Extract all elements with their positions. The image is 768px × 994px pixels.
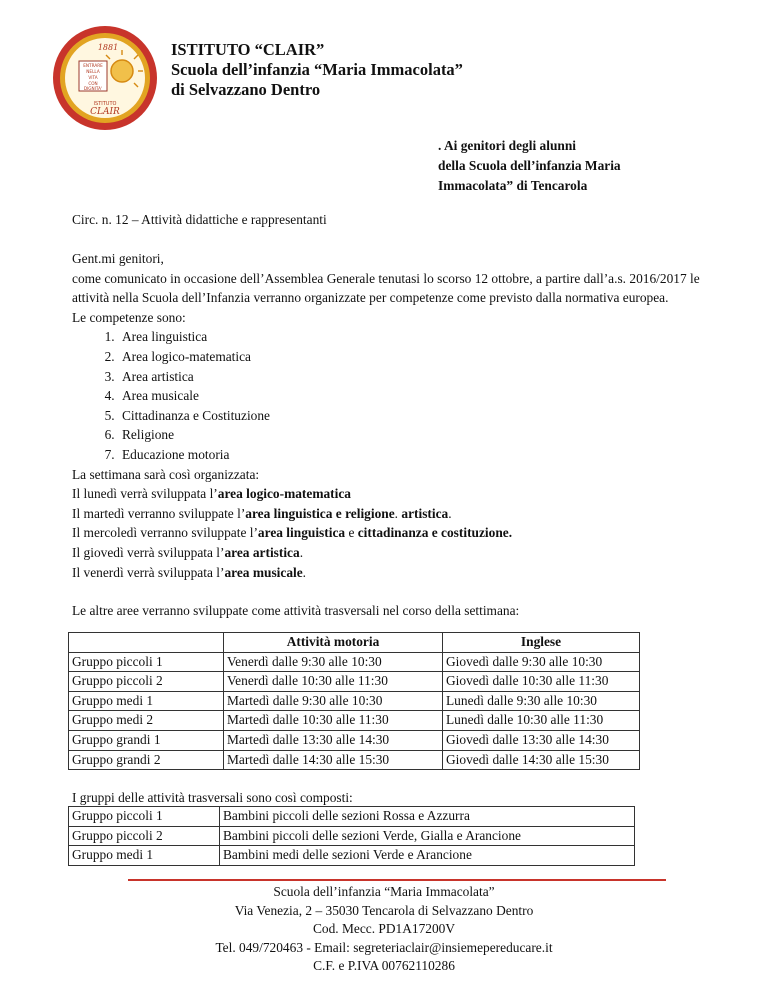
tuesday-area: area linguistica e religione	[245, 505, 395, 521]
footer-address: Via Venezia, 2 – 35030 Tencarola di Selvazzano Dentro	[234, 902, 534, 918]
logo-caption: ISTITUTO	[93, 101, 117, 107]
table-row	[69, 807, 635, 827]
footer-code: Cod. Mecc. PD1A17200V	[312, 921, 456, 937]
header-title: ISTITUTO “CLAIR”	[171, 40, 325, 59]
thursday-end: .	[299, 544, 304, 560]
logo-seal-icon	[52, 25, 158, 131]
list-item: 3. Area artistica	[118, 367, 712, 387]
schedule-table	[68, 632, 640, 770]
table-header-cell	[69, 633, 224, 653]
table-cell: Gruppo medi 1	[69, 846, 220, 866]
logo-motto-line: NELLA	[86, 69, 100, 74]
logo-motto-line: VITA	[88, 75, 98, 80]
table-cell: Lunedì dalle 10:30 alle 11:30	[443, 711, 640, 731]
table-cell: Bambini medi delle sezioni Verde e Arancione	[220, 846, 635, 866]
table-cell: Martedì dalle 13:30 alle 14:30	[224, 730, 443, 750]
table-header-cell: Inglese	[443, 633, 640, 653]
circular-title: Circ. n. 12 – Attività didattiche e rappresentanti	[72, 212, 327, 227]
table-cell: Gruppo medi 1	[69, 691, 224, 711]
table-cell: Venerdì dalle 9:30 alle 10:30	[224, 652, 443, 672]
logo-motto-line: ENTRARE	[83, 63, 103, 68]
monday-text: Il lunedì verrà sviluppata l’	[72, 486, 218, 502]
table-cell: Giovedì dalle 13:30 alle 14:30	[443, 730, 640, 750]
groups-table	[68, 806, 635, 866]
wednesday-text: Il mercoledì verranno sviluppate l’	[72, 525, 258, 541]
thursday-line	[72, 543, 712, 563]
table-row	[69, 846, 635, 866]
table-cell: Venerdì dalle 10:30 alle 11:30	[224, 672, 443, 692]
logo-motto-line: DIGNITA'	[83, 86, 103, 91]
wednesday-area: area linguistica	[257, 525, 346, 541]
table-row	[69, 711, 640, 731]
thursday-area: area artistica	[224, 544, 300, 560]
table-cell: Bambini piccoli delle sezioni Verde, Gialla e Arancione	[220, 826, 635, 846]
table-cell: Giovedì dalle 10:30 alle 11:30	[443, 672, 640, 692]
table-cell: Giovedì dalle 9:30 alle 10:30	[443, 652, 640, 672]
table-cell: Gruppo piccoli 1	[69, 652, 224, 672]
table-cell: Martedì dalle 14:30 alle 15:30	[224, 750, 443, 770]
table-header-cell: Attività motoria	[224, 633, 443, 653]
wednesday-area-extra: cittadinanza e costituzione.	[357, 525, 513, 541]
friday-text: Il venerdì verrà sviluppata l’	[72, 564, 225, 580]
table-cell: Gruppo piccoli 2	[69, 672, 224, 692]
competences-list	[72, 327, 712, 464]
wednesday-line	[72, 523, 712, 543]
table-cell: Martedì dalle 9:30 alle 10:30	[224, 691, 443, 711]
greeting: Gent.mi genitori,	[72, 251, 164, 266]
table-cell: Bambini piccoli delle sezioni Rossa e Azzurra	[220, 807, 635, 827]
thursday-text: Il giovedì verrà sviluppata l’	[72, 544, 225, 560]
week-intro: La settimana sarà così organizzata:	[72, 466, 260, 482]
header-location: di Selvazzano Dentro	[171, 80, 321, 99]
tuesday-line	[72, 504, 712, 524]
school-header	[171, 40, 463, 100]
table-cell: Gruppo piccoli 2	[69, 826, 220, 846]
table-cell: Gruppo piccoli 1	[69, 807, 220, 827]
footer	[0, 883, 768, 976]
friday-line	[72, 563, 712, 583]
table-row	[69, 672, 640, 692]
tuesday-end: .	[448, 505, 452, 521]
recipient-line: . Ai genitori degli alunni	[438, 138, 577, 153]
list-item: 4. Area musicale	[118, 386, 712, 406]
competences-intro: Le competenze sono:	[72, 309, 186, 325]
footer-school-name: Scuola dell’infanzia “Maria Immacolata”	[273, 884, 495, 899]
logo-motto-line: CON	[88, 81, 98, 86]
friday-area: area musicale	[224, 564, 303, 580]
list-item: 1. Area linguistica	[118, 327, 712, 347]
table-cell: Gruppo grandi 2	[69, 750, 224, 770]
tuesday-text: Il martedì verranno sviluppate l’	[72, 505, 246, 521]
table-cell: Lunedì dalle 9:30 alle 10:30	[443, 691, 640, 711]
monday-line	[72, 484, 712, 504]
footer-contact: Tel. 049/720463 - Email: segreteriaclair@insiemepereducare.it	[215, 939, 553, 955]
header-subtitle: Scuola dell’infanzia “Maria Immacolata”	[171, 60, 463, 79]
tuesday-area-extra: artistica	[401, 505, 449, 521]
table-row	[69, 826, 635, 846]
list-item: 6. Religione	[118, 425, 712, 445]
list-item: 5. Cittadinanza e Costituzione	[118, 406, 712, 426]
table-cell: Gruppo medi 2	[69, 711, 224, 731]
transversal-intro: Le altre aree verranno sviluppate come attività trasversali nel corso della settimana:	[72, 603, 520, 619]
table-cell: Martedì dalle 10:30 alle 11:30	[224, 711, 443, 731]
table-row	[69, 730, 640, 750]
table-header-row	[69, 633, 640, 653]
table-row	[69, 691, 640, 711]
table-row	[69, 750, 640, 770]
logo-year: 1881	[97, 43, 119, 52]
table-row	[69, 652, 640, 672]
groups-title: I gruppi delle attività trasversali sono così composti:	[72, 790, 353, 805]
recipient-line: della Scuola dell’infanzia Maria	[438, 158, 621, 173]
list-item: 7. Educazione motoria	[118, 445, 712, 465]
list-item: 2. Area logico-matematica	[118, 347, 712, 367]
tuesday-separator: .	[394, 505, 402, 521]
table-cell: Gruppo grandi 1	[69, 730, 224, 750]
recipient-block	[438, 136, 621, 196]
recipient-line: Immacolata” di Tencarola	[438, 178, 588, 193]
monday-area: area logico-matematica	[217, 486, 351, 502]
friday-end: .	[302, 564, 307, 580]
footer-tax-id: C.F. e P.IVA 00762110286	[313, 958, 455, 974]
footer-divider	[128, 879, 666, 881]
letter-body	[72, 249, 712, 621]
intro-paragraph: come comunicato in occasione dell’Assemblea Generale tenutasi lo scorso 12 ottobre, a partire dall’a.s. 2016/2017 le attività nella Scuola dell’Infanzia verranno organizzate per competenze come previsto dalla normativa europea.	[72, 270, 700, 306]
school-logo	[52, 25, 158, 131]
logo-name: CLAIR	[90, 107, 120, 117]
wednesday-separator: e	[345, 525, 358, 541]
table-cell: Giovedì dalle 14:30 alle 15:30	[443, 750, 640, 770]
